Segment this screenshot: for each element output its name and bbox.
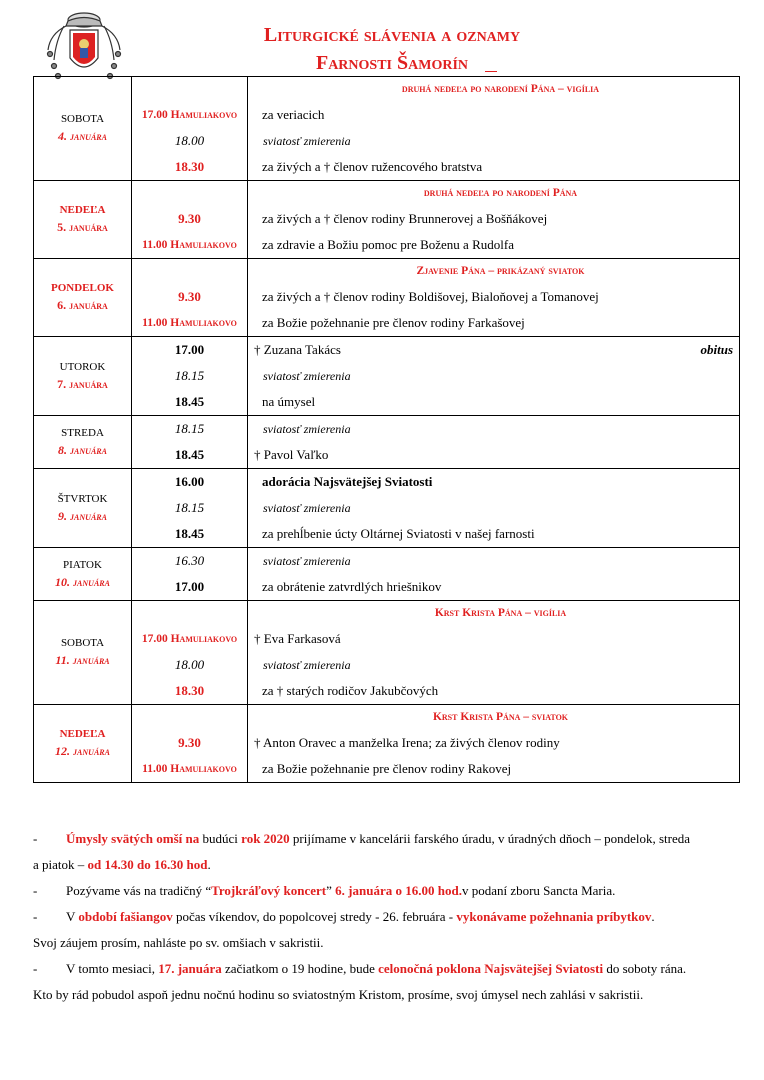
mass-intention [248,284,739,310]
mass-time: 11.00 Hamuliakovo [142,317,237,329]
schedule-day-row [34,337,740,416]
day-cell [34,548,132,601]
feast-title: druhá nedeľa po narodení Pána [423,187,578,199]
day-cell [34,337,132,416]
intention-text: sviatosť zmierenia [263,369,351,383]
times-cell [132,705,248,783]
day-date: 11. januára [55,653,110,667]
mass-time: 18.30 [174,683,205,698]
day-date: 4. januára [58,129,107,143]
mass-intention [248,389,739,415]
day-date: 6. januára [57,298,108,312]
day-name: SOBOTA [60,113,105,125]
mass-intention [248,337,739,363]
mass-time: 18.00 [174,657,205,672]
day-date: 5. januára [57,220,108,234]
intention-text: za Božie požehnanie pre členov rodiny Rakovej [262,761,512,776]
mass-intention [248,416,739,442]
day-cell [34,181,132,259]
schedule-day-row [34,601,740,705]
intentions-cell [248,705,740,783]
intention-text: † Eva Farkasová [254,631,341,646]
intention-text: sviatosť zmierenia [263,658,351,672]
mass-intention [248,756,739,782]
announcement-2: - Pozývame vás na tradičný “Trojkráľový koncert” 6. januára o 16.00 hod.v podaní zboru Sancta Maria. [33,883,616,898]
mass-time: 16.00 [174,474,205,489]
mass-time: 11.00 Hamuliakovo [142,763,237,775]
day-name: PIATOK [63,558,102,571]
mass-time: 18.45 [174,526,205,541]
mass-intention [248,154,739,180]
mass-time: 18.00 [174,133,205,148]
announcement-1-line2: a piatok – od 14.30 do 16.30 hod. [33,857,211,872]
time-spacer [132,259,247,284]
day-date: 12. januára [55,744,110,758]
day-cell [34,705,132,783]
day-date: 8. januára [58,442,107,457]
intention-text: sviatosť zmierenia [263,554,351,568]
intentions-cell [248,548,740,601]
page-title-line1: Liturgické slávenia a oznamy [263,24,521,46]
day-date: 7. januára [57,376,108,391]
schedule-day-row [34,416,740,469]
times-cell [132,416,248,469]
day-cell [34,77,132,181]
intention-text: na úmysel [262,394,316,409]
day-name: NEDEĽA [59,204,106,216]
mass-time: 9.30 [178,211,201,226]
feast-title: Krst Krista Pána – sviatok [432,711,569,723]
intention-text: za živých a † členov ružencového bratstva [262,159,483,174]
mass-time: 11.00 Hamuliakovo [142,239,237,251]
intention-text: † Pavol Vaľko [254,447,329,462]
schedule-day-row [34,259,740,337]
intentions-cell [248,416,740,469]
mass-time: 18.15 [174,421,205,436]
intention-text: za Božie požehnanie pre členov rodiny Farkašovej [262,315,525,330]
mass-intention [248,469,739,495]
intention-text: za obrátenie zatvrdlých hriešnikov [262,579,442,594]
day-name: ŠTVRTOK [57,492,108,505]
feast-title: Zjavenie Pána – prikázaný sviatok [416,265,585,277]
intentions-cell [248,181,740,259]
schedule-day-row [34,77,740,181]
intention-text: sviatosť zmierenia [263,134,351,148]
mass-intention [248,678,739,704]
day-cell [34,601,132,705]
announcement-4-line1: - V tomto mesiaci, 17. januára začiatkom o 19 hodine, bude celonočná poklona Najsvätejšej Sviatosti do soboty rána. [33,961,687,976]
mass-time: 17.00 Hamuliakovo [141,109,238,121]
mass-time: 17.00 [174,342,205,357]
feast-title: Krst Krista Pána – vigília [434,607,567,619]
feast-title: druhá nedeľa po narodení Pána – vigília [401,83,600,95]
day-name: STREDA [61,426,104,439]
mass-intention [248,206,739,232]
times-cell [132,259,248,337]
intentions-cell [248,469,740,548]
schedule-day-row [34,469,740,548]
times-cell [132,337,248,416]
mass-time: 18.15 [174,368,205,383]
mass-time: 18.45 [174,447,205,462]
mass-intention [248,548,739,574]
schedule-day-row [34,181,740,259]
mass-intention [248,495,739,521]
announcement-4-line2: Kto by rád pobudol aspoň jednu nočnú hodinu so sviatostným Kristom, prosíme, svoj úmysel nech zahlási v sakristii. [33,987,644,1002]
liturgy-schedule-table [33,76,740,783]
intention-text: za prehĺbenie úcty Oltárnej Sviatosti v našej farnosti [262,526,535,541]
intention-text: sviatosť zmierenia [263,501,351,515]
intentions-cell [248,337,740,416]
time-spacer [132,705,247,730]
mass-time: 9.30 [178,735,201,750]
day-cell [34,416,132,469]
announcements [33,826,745,1008]
mass-intention [248,730,739,756]
day-date: 9. januára [58,508,107,523]
intention-text: za živých a † členov rodiny Boldišovej, Bialoňovej a Tomanovej [262,289,599,304]
obitus-note: obitus [700,342,733,357]
mass-intention [248,626,739,652]
title-underline [485,71,497,72]
mass-time: 18.45 [174,394,205,409]
times-cell [132,77,248,181]
intention-text: za živých a † členov rodiny Brunnerovej a Bošňákovej [262,211,548,226]
mass-intention [248,128,739,154]
times-cell [132,181,248,259]
page-title-line2: Farnosti Šamorín [315,52,468,74]
intentions-cell [248,601,740,705]
announcement-3-line2: Svoj záujem prosím, nahláste po sv. omšiach v sakristii. [33,935,324,950]
day-name: SOBOTA [60,637,105,649]
times-cell [132,548,248,601]
intention-text: za zdravie a Božiu pomoc pre Boženu a Rudolfa [262,237,514,252]
mass-intention [248,232,739,258]
mass-time: 18.30 [174,159,205,174]
day-name: UTOROK [59,360,106,373]
mass-intention [248,442,739,468]
day-name: NEDEĽA [59,728,106,740]
mass-time: 9.30 [178,289,201,304]
day-cell [34,469,132,548]
mass-intention [248,521,739,547]
time-spacer [132,77,247,102]
mass-intention [248,310,739,336]
times-cell [132,601,248,705]
announcement-3-line1: - V období fašiangov počas víkendov, do popolcovej stredy - 26. februára - vykonávame požehnania príbytkov. [33,909,655,924]
day-cell [34,259,132,337]
mass-time: 17.00 Hamuliakovo [141,633,238,645]
times-cell [132,469,248,548]
schedule-day-row [34,705,740,783]
intention-text: za veriacich [262,107,325,122]
intentions-cell [248,259,740,337]
intention-text: † Zuzana Takács [254,342,341,357]
mass-intention [248,363,739,389]
announcement-1-line1: - Úmysly svätých omší na budúci rok 2020 prijímame v kancelárii farského úradu, v úradných dňoch – pondelok, streda [33,831,691,846]
schedule-day-row [34,548,740,601]
intention-text: adorácia Najsvätejšej Sviatosti [262,474,433,489]
time-spacer [132,601,247,626]
time-spacer [132,181,247,206]
mass-intention [248,652,739,678]
intention-text: za † starých rodičov Jakubčových [262,683,439,698]
mass-intention [248,102,739,128]
mass-time: 16.30 [174,553,205,568]
intentions-cell [248,77,740,181]
intention-text: † Anton Oravec a manželka Irena; za živých členov rodiny [254,735,560,750]
intention-text: sviatosť zmierenia [263,422,351,436]
mass-time: 17.00 [174,579,205,594]
mass-intention [248,574,739,600]
day-date: 10. januára [55,574,110,589]
mass-time: 18.15 [174,500,205,515]
day-name: PONDELOK [51,282,114,294]
